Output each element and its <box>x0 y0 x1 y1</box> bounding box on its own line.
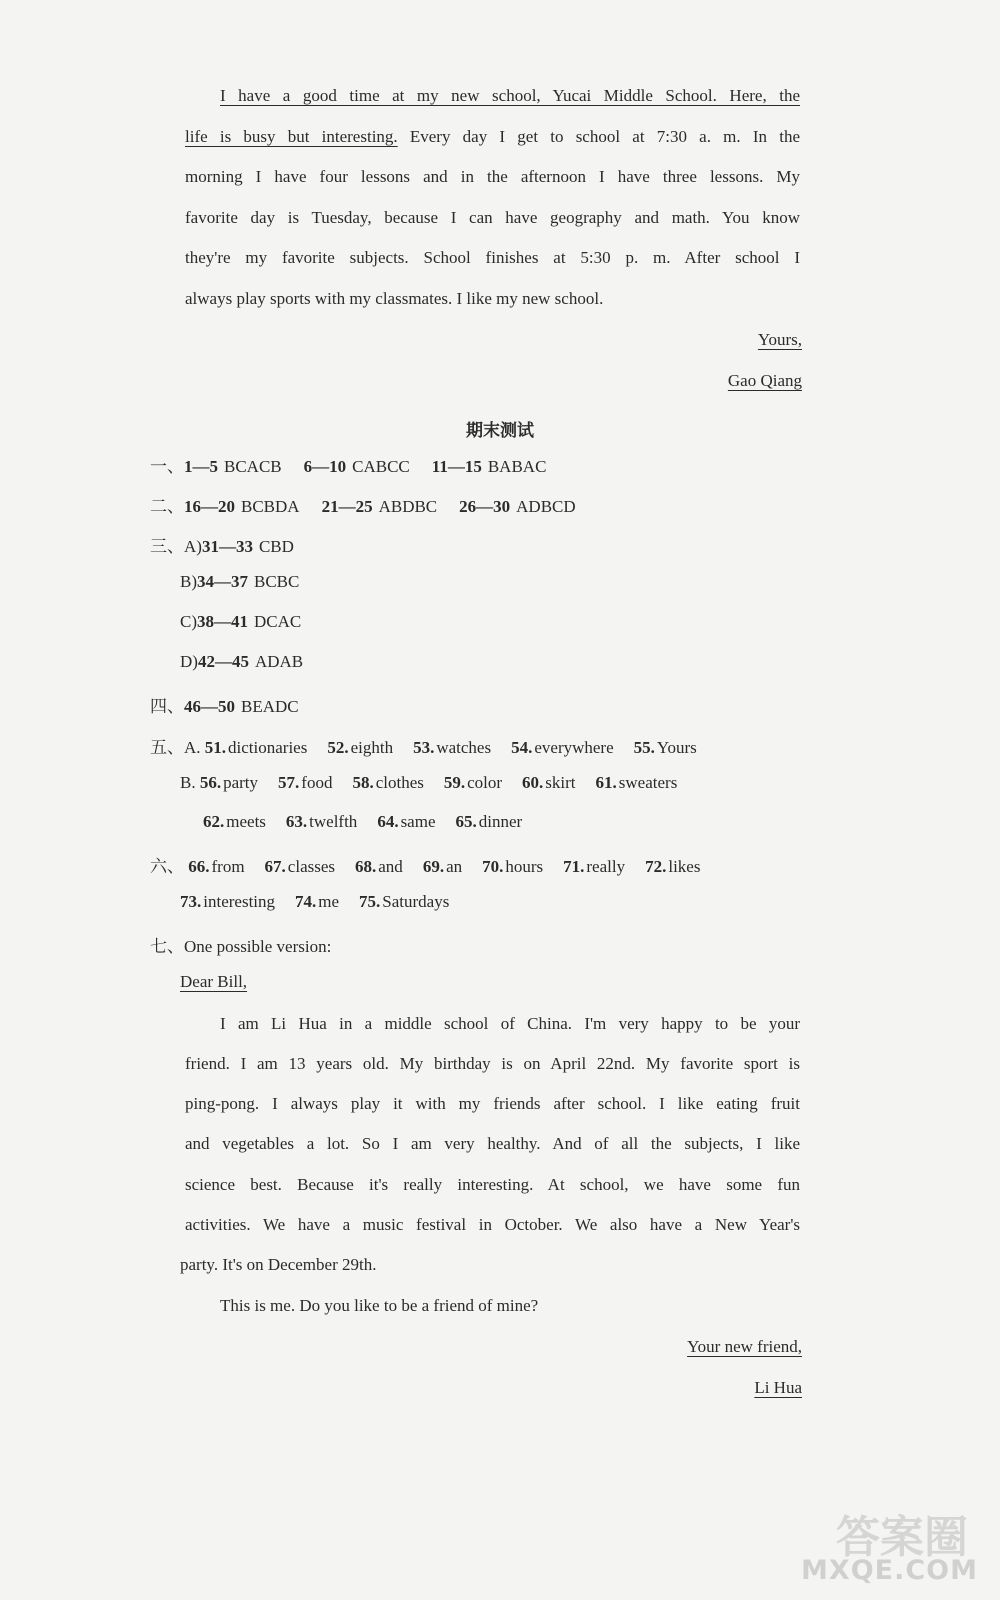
letter1-line-3: morning I have four lessons and in the afternoon I have three lessons. My <box>185 167 800 186</box>
item-number: 52. <box>327 738 349 757</box>
test-title: 期末测试 <box>466 421 534 441</box>
section-5-b <box>180 773 697 793</box>
section-3-label: 三、 <box>150 537 184 557</box>
range: 1—5 <box>184 457 218 476</box>
letter2-line-1: I am Li Hua in a middle school of China. I'm very happy to be your <box>220 1014 800 1033</box>
letter2-line-4: and vegetables a lot. So I am very healthy. And of all the subjects, I like <box>185 1134 800 1153</box>
letter1-line-6: always play sports with my classmates. I like my new school. <box>185 289 604 308</box>
item-number: 69. <box>422 857 445 876</box>
item-number: 60. <box>522 773 544 792</box>
item-word: eighth <box>350 738 394 757</box>
range: 38—41 <box>197 612 248 631</box>
item-number: 53. <box>413 738 435 757</box>
item-number: 70. <box>482 857 504 876</box>
item-number: 61. <box>595 773 617 792</box>
item-number: 74. <box>295 892 317 911</box>
answer-item <box>423 857 462 876</box>
item-word: sweaters <box>618 773 678 792</box>
value: CBD <box>258 537 294 556</box>
item-word: clothes <box>375 773 424 792</box>
item-word: party <box>223 773 259 792</box>
item-word: meets <box>226 812 266 831</box>
item-word: watches <box>436 738 492 757</box>
item-word: everywhere <box>534 738 614 757</box>
item-number: 71. <box>563 857 585 876</box>
item-number: 63. <box>285 812 308 831</box>
letter2-closing: Your new friend, <box>687 1337 802 1356</box>
section-5-a <box>150 733 717 758</box>
item-word: food <box>301 773 333 792</box>
letter1-line-2-text: life is busy but interesting. Every day I get to school at 7:30 a. m. In the <box>185 127 800 146</box>
answer-item <box>327 738 393 757</box>
answer-item <box>444 773 502 792</box>
section-7-text: One possible version: <box>184 937 332 956</box>
answer-item <box>596 773 678 792</box>
section-6-row-1 <box>150 852 720 877</box>
value: ADAB <box>254 652 304 671</box>
letter1-line-1: I have a good time at my new school, Yucai Middle School. Here, the <box>220 86 800 105</box>
item-word: likes <box>668 857 701 876</box>
item-number: 56. <box>199 773 222 792</box>
answer-item <box>295 892 339 911</box>
answer-item <box>203 812 266 831</box>
letter2-line-5: science best. Because it's really interesting. At school, we have some fun <box>185 1175 800 1194</box>
range: 46—50 <box>184 697 235 716</box>
item-number: 62. <box>203 812 225 831</box>
range: 6—10 <box>303 457 347 476</box>
letter2-line-7: party. It's on December 29th. <box>180 1255 377 1274</box>
range: 16—20 <box>184 497 235 516</box>
item-number: 55. <box>633 738 655 757</box>
item-word: same <box>400 812 436 831</box>
section-6-label: 六、 <box>150 857 184 877</box>
answer-item <box>355 857 403 876</box>
item-word: classes <box>287 857 336 876</box>
section-5-label: 五、 <box>150 738 184 758</box>
item-word: dinner <box>478 812 523 831</box>
section-4-label: 四、 <box>150 697 184 717</box>
item-number: 58. <box>352 773 374 792</box>
item-word: and <box>378 857 403 876</box>
item-number: 59. <box>443 773 466 792</box>
item-word: from <box>211 857 245 876</box>
prefix: B. <box>180 773 196 792</box>
section-1 <box>150 452 568 477</box>
section-3-c <box>180 612 323 632</box>
letter1-line-4: favorite day is Tuesday, because I can have geography and math. You know <box>185 208 800 227</box>
letter1-line-5: they're my favorite subjects. School finishes at 5:30 p. m. After school I <box>185 248 800 267</box>
answer-item <box>413 738 491 757</box>
letter2-line-6: activities. We have a music festival in October. We also have a New Year's <box>185 1215 800 1234</box>
answer-item <box>286 812 357 831</box>
answer-item <box>522 773 575 792</box>
letter1-line-2-underlined: life is busy but interesting. <box>185 127 398 146</box>
item-word: skirt <box>545 773 576 792</box>
section-7 <box>150 932 331 957</box>
answer-item <box>278 773 332 792</box>
letter2-signature: Li Hua <box>754 1378 802 1397</box>
answer-item <box>377 812 435 831</box>
range: 31—33 <box>201 537 253 556</box>
section-1-label: 一、 <box>150 457 184 477</box>
answer-item <box>200 773 258 792</box>
prefix: A) <box>184 537 202 556</box>
value: BEADC <box>241 697 299 716</box>
item-word: interesting <box>203 892 276 911</box>
range: 26—30 <box>459 497 511 516</box>
value: CABCC <box>352 457 410 476</box>
section-6-row-2 <box>180 892 469 912</box>
item-word: twelfth <box>309 812 358 831</box>
letter2-greeting: Dear Bill, <box>180 972 248 991</box>
item-word: an <box>446 857 463 876</box>
value: ADBCD <box>516 497 576 516</box>
answer-item <box>352 773 423 792</box>
item-word: color <box>467 773 503 792</box>
item-number: 67. <box>264 857 286 876</box>
section-3-a <box>150 532 316 557</box>
range: 42—45 <box>197 652 249 671</box>
item-word: really <box>586 857 626 876</box>
section-3-d <box>180 652 325 672</box>
letter1-closing: Yours, <box>757 330 802 349</box>
item-number: 72. <box>645 857 667 876</box>
watermark-logo <box>801 1501 978 1586</box>
section-3-b <box>180 572 321 592</box>
range: 21—25 <box>321 497 373 516</box>
item-number: 65. <box>455 812 477 831</box>
item-number: 66. <box>188 857 210 876</box>
item-number: 51. <box>204 738 227 757</box>
value: ABDBC <box>378 497 438 516</box>
value: DCAC <box>254 612 302 631</box>
watermark-logo-mark: 答案圈 <box>836 1512 968 1563</box>
answer-item <box>359 892 449 911</box>
prefix: A. <box>184 738 201 757</box>
answer-item <box>265 857 335 876</box>
item-number: 73. <box>180 892 202 911</box>
section-7-label: 七、 <box>150 937 184 957</box>
prefix: C) <box>180 612 197 631</box>
answer-item <box>634 738 697 757</box>
section-5-b2 <box>203 812 542 832</box>
item-word: Yours <box>656 738 697 757</box>
letter2-line-2: friend. I am 13 years old. My birthday is on April 22nd. My favorite sport is <box>185 1054 800 1073</box>
range: 11—15 <box>431 457 482 476</box>
letter1-signature: Gao Qiang <box>727 371 802 390</box>
item-number: 68. <box>355 857 377 876</box>
answer-item <box>511 738 614 757</box>
answer-item <box>482 857 543 876</box>
answer-item <box>180 892 275 911</box>
answer-item <box>645 857 700 876</box>
value: BCBDA <box>241 497 300 516</box>
item-word: Saturdays <box>382 892 450 911</box>
answer-item <box>205 738 308 757</box>
section-2-label: 二、 <box>150 497 184 517</box>
answer-item <box>456 812 523 831</box>
item-word: dictionaries <box>228 738 308 757</box>
value: BCBC <box>254 572 300 591</box>
value: BABAC <box>487 457 547 476</box>
letter1-line-2 <box>185 127 800 147</box>
item-word: hours <box>505 857 544 876</box>
letter2-last-paragraph: This is me. Do you like to be a friend of mine? <box>220 1296 539 1315</box>
answer-item <box>188 857 244 876</box>
prefix: B) <box>180 572 197 591</box>
item-number: 54. <box>511 738 533 757</box>
item-word: me <box>318 892 340 911</box>
value: BCACB <box>224 457 282 476</box>
prefix: D) <box>180 652 198 671</box>
letter2-line-3: ping-pong. I always play it with my friends after school. I like eating fruit <box>185 1094 800 1113</box>
item-number: 64. <box>377 812 399 831</box>
item-number: 75. <box>359 892 381 911</box>
section-2 <box>150 492 598 517</box>
watermark-site: MXQE.COM <box>801 1555 978 1586</box>
item-number: 57. <box>278 773 300 792</box>
answer-item <box>563 857 625 876</box>
section-4 <box>150 692 321 717</box>
range: 34—37 <box>197 572 248 591</box>
